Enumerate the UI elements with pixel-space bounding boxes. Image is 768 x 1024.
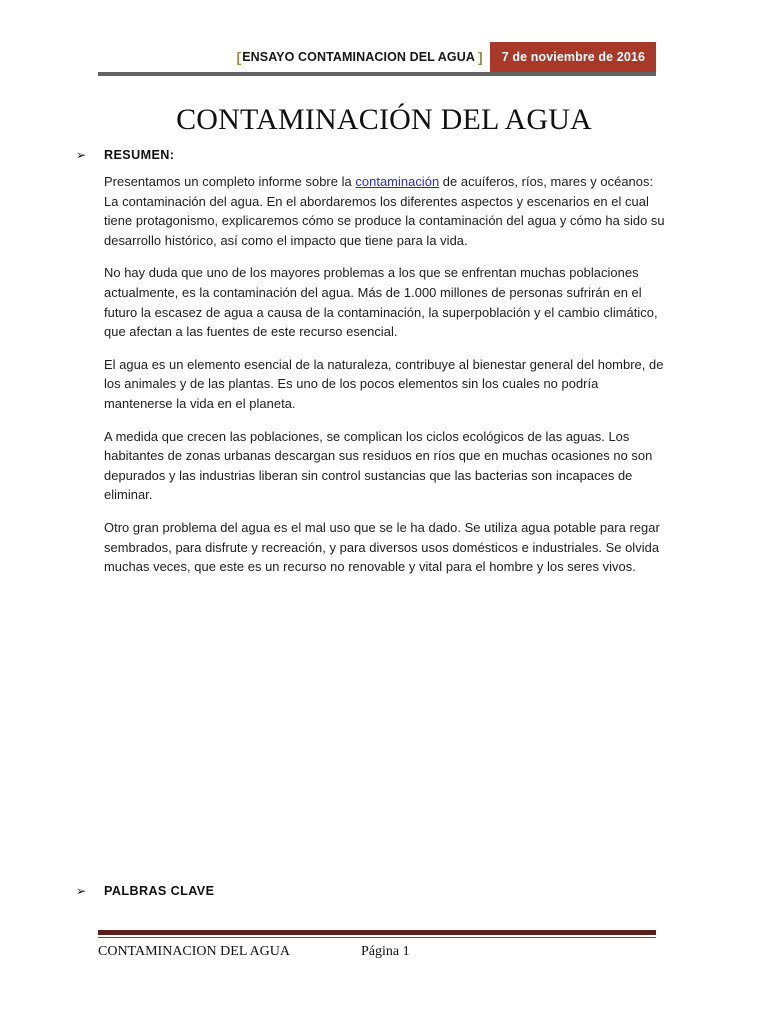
header-divider-rule [98, 72, 656, 76]
contaminacion-hyperlink[interactable]: contaminación [355, 174, 440, 189]
paragraph-5: Otro gran problema del agua es el mal uso que se le ha dado. Se utiliza agua potable para regar sembrados, para disfrute y recreación, y para diversos usos domésticos e industriales. Se olvida muchas veces, que este es un recurso no renovable y vital para el hombre y los seres vivos. [104, 519, 660, 575]
page-header [98, 42, 656, 76]
arrow-bullet-icon: ➢ [76, 884, 87, 898]
paragraph-3: El agua es un elemento esencial de la naturaleza, contribuye al bienestar general del hombre, de los animales y de las plantas. Es uno de los pocos elementos sin los cuales no podría mantenerse la vida en el planeta. [104, 356, 664, 411]
paragraph-1 [104, 172, 668, 250]
page-title: CONTAMINACIÓN DEL AGUA [176, 103, 592, 136]
header-bracket-open: [ [236, 49, 242, 65]
header-bracket-close: ] [477, 49, 483, 65]
section-label-palabras-clave: PALBRAS CLAVE [104, 884, 215, 898]
footer-rule-thin [98, 937, 656, 938]
document-body [76, 148, 668, 577]
paragraph-1-tail: de acuíferos, ríos, mares y océanos: La contaminación del agua. En el abordaremos los diferentes aspectos y escenarios en el cual tiene protagonismo, explicaremos cómo se produce la contaminación del agua y cómo ha sido su desarrollo histórico, así como el impacto que tiene para la vida. [104, 174, 665, 248]
paragraph-1-lead: Presentamos un completo informe sobre la [104, 174, 356, 189]
footer-text-row [98, 944, 668, 960]
arrow-bullet-icon: ➢ [76, 148, 87, 162]
section-label-resumen: RESUMEN: [104, 148, 175, 162]
header-title-text: ENSAYO CONTAMINACION DEL AGUA [242, 50, 475, 64]
footer-rule-thick [98, 930, 656, 935]
section-heading-palabras-clave [76, 884, 668, 898]
resumen-paragraphs [104, 172, 668, 577]
footer-page-number: Página 1 [361, 944, 410, 959]
page-footer [98, 930, 668, 960]
paragraph-4: A medida que crecen las poblaciones, se complican los ciclos ecológicos de las aguas. Los habitantes de zonas urbanas descargan sus residuos en ríos que en muchas ocasiones no son depurados y las industrias liberan sin control sustancias que las bacterias son incapaces de eliminar. [104, 428, 653, 503]
section-heading-resumen [76, 148, 668, 162]
header-row [98, 42, 656, 72]
footer-document-name: CONTAMINACION DEL AGUA [98, 944, 291, 959]
header-date-badge: 7 de noviembre de 2016 [490, 42, 656, 72]
paragraph-2: No hay duda que uno de los mayores problemas a los que se enfrentan muchas poblaciones actualmente, es la contaminación del agua. Más de 1.000 millones de personas sufrirán en el futuro la escasez de agua a causa de la contaminación, la superpoblación y el cambio climático, que afectan a las fuentes de este recurso esencial. [104, 265, 658, 340]
header-title [236, 42, 489, 72]
